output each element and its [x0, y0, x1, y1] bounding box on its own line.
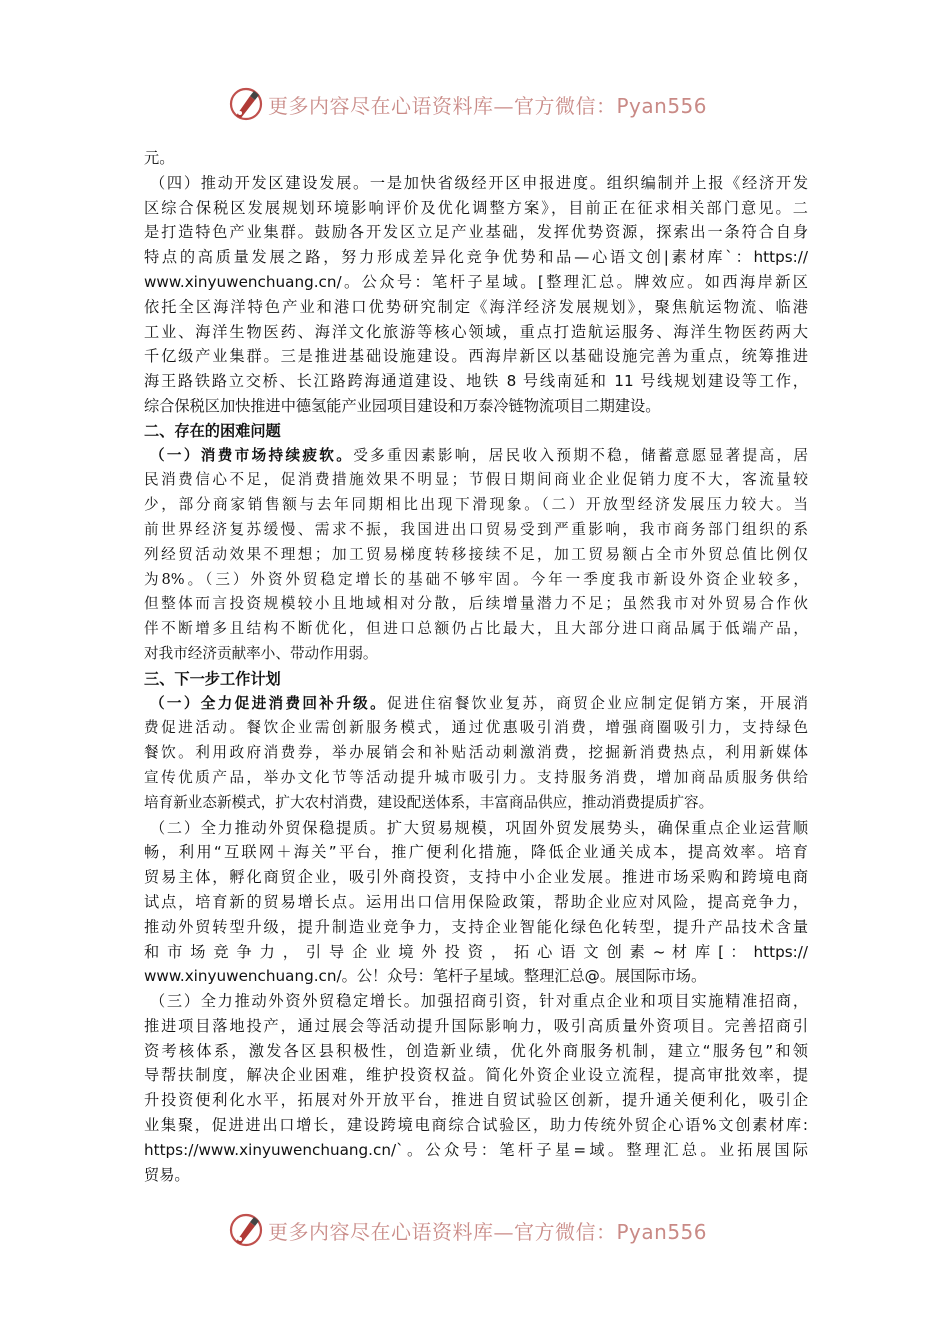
text-line: 海王路铁路立交桥、长江路跨海通道建设、地铁 8 号线南延和 11 号线规划建设等工作， [144, 372, 808, 391]
text-line: 区综合保税区发展规划环境影响评价及优化调整方案》，目前正在征求相关部门意见。二 [144, 198, 808, 217]
text-line: https://www.xinyuwenchuang.cn/`。公众号：笔杆子星=域。整理汇总。业拓展国际 [144, 1140, 808, 1159]
line-rest: 促进住宿餐饮业复苏，商贸企业应制定促销方案，开展消 [387, 694, 808, 712]
text-line: 元。 [144, 149, 175, 167]
text-line: 少，部分商家销售额与去年同期相比出现下滑现象。（二）开放型经济发展压力较大。当 [144, 496, 808, 514]
text-line: 升投资便利化水平，拓展对外开放平台，推进自贸试验区创新，提升通关便利化，吸引企 [144, 1091, 808, 1110]
text-line: （三）全力推动外资外贸稳定增长。加强招商引资，针对重点企业和项目实施精准招商， [150, 992, 808, 1011]
text-line: 畅，利用“互联网＋海关”平台，推广便利化措施，降低企业通关成本，提高效率。培育 [144, 843, 808, 862]
pen-logo-icon [228, 86, 264, 122]
text-line: 综合保税区加快推进中德氢能产业园项目建设和万泰冷链物流项目二期建设。 [144, 396, 661, 415]
bold-lead: （一）消费市场持续疲软。 [150, 446, 354, 464]
text-line: 推动外贸转型升级，提升制造业竞争力，支持企业智能化绿色化转型，提升产品技术含量 [144, 917, 808, 936]
banner-account: Pyan556 [616, 93, 708, 118]
banner-text: 更多内容尽在心语资料库—官方微信：Pyan556 [268, 1219, 708, 1244]
text-line: 贸易。 [144, 1165, 190, 1184]
text-line: 依托全区海洋特色产业和港口优势研究制定《海洋经济发展规划》，聚焦航运物流、临港 [144, 297, 808, 316]
text-line: 但整体而言投资规模较小且地域相对分散，后续增量潜力不足；虽然我市对外贸易合作伙 [144, 595, 808, 613]
text-line: （四）推动开发区建设发展。一是加快省级经开区申报进度。组织编制并上报《经济开发 [150, 173, 808, 192]
text-line: 导帮扶制度，解决企业困难，维护投资权益。简化外资企业设立流程，提高审批效率，提 [144, 1066, 808, 1085]
text-line [144, 444, 808, 469]
footer-watermark-banner [0, 1208, 950, 1252]
text-line: 对我市经济贡献率小、带动作用弱。 [144, 644, 378, 662]
text-line: 民消费信心不足，促消费措施效果不明显；节假日期间商业企业促销力度不大，客流量较 [144, 471, 808, 489]
text-line: 资考核体系，激发各区县积极性，创造新业绩，优化外商服务机制，建立“服务包”和领 [144, 1041, 808, 1060]
text-line: www.xinyuwenchuang.cn/。公！众号：笔杆子星域。整理汇总@。展国际市场。 [144, 967, 707, 986]
text-line: 是打造特色产业集群。鼓励各开发区立足产业基础，发挥优势资源，探索出一条符合自身 [144, 223, 808, 242]
text-line: www.xinyuwenchuang.cn/。公众号：笔杆子星域。[整理汇总。牌效应。如西海岸新区 [144, 272, 808, 291]
text-line: 和 市 场 竞 争 力 ， 引 导 企 业 境 外 投 资 ， 拓 心 语 文 创 素 ~ 材 库 [ ： https:// [144, 942, 808, 961]
text-line: 列经贸活动效果不理想；加工贸易梯度转移接续不足，加工贸易额占全市外贸总值比例仅 [144, 545, 808, 563]
text-line: 试点，培育新的贸易增长点。运用出口信用保险政策，帮助企业应对风险，提高竞争力， [144, 892, 808, 911]
text-line: 伴不断增多且结构不断优化，但进口总额仍占比最大，且大部分进口商品属于低端产品， [144, 620, 808, 638]
text-line: 二、存在的困难问题 [144, 421, 281, 440]
text-line: 业集聚，促进进出口增长，建设跨境电商综合试验区，助力传统外贸企心语%文创素材库: [144, 1116, 808, 1135]
text-line: 推进项目落地投产，通过展会等活动提升国际影响力，吸引高质量外资项目。完善招商引 [144, 1016, 808, 1035]
text-line: 宣传优质产品，举办文化节等活动提升城市吸引力。支持服务消费，增加商品质服务供给 [144, 768, 808, 786]
text-line: （二）全力推动外贸保稳提质。扩大贸易规模，巩固外贸发展势头，确保重点企业运营顺 [150, 818, 808, 837]
text-line: 培育新业态新模式，扩大农村消费，建设配送体系，丰富商品供应，推动消费提质扩容。 [144, 793, 714, 811]
text-line: 餐饮。利用政府消费券，举办展销会和补贴活动刺激消费，挖掘新消费热点，利用新媒体 [144, 744, 808, 762]
header-watermark-banner [0, 82, 950, 126]
text-line: 前世界经济复苏缓慢、需求不振，我国进出口贸易受到严重影响，我市商务部门组织的系 [144, 520, 808, 538]
text-line [144, 692, 808, 717]
banner-text: 更多内容尽在心语资料库—官方微信：Pyan556 [268, 93, 708, 118]
text-line: 特点的高质量发展之路，努力形成差异化竞争优势和品—心语文创|素材库`：https:// [144, 248, 808, 267]
bold-lead: （一）全力促进消费回补升级。 [150, 694, 388, 712]
line-rest: 受多重因素影响，居民收入预期不稳，储蓄意愿显著提高，居 [353, 446, 808, 464]
text-line: 三、下一步工作计划 [144, 669, 281, 688]
text-line: 贸易主体，孵化商贸企业，吸引外商投资，支持中小企业发展。推进市场采购和跨境电商 [144, 868, 808, 887]
text-line: 费促进活动。餐饮企业需创新服务模式，通过优惠吸引消费，增强商圈吸引力，支持绿色 [144, 719, 808, 737]
text-line: 千亿级产业集群。三是推进基础设施建设。西海岸新区以基础设施完善为重点，统筹推进 [144, 347, 808, 366]
text-line: 为8%。（三）外资外贸稳定增长的基础不够牢固。今年一季度我市新设外资企业较多， [144, 570, 808, 588]
banner-account: Pyan556 [616, 1219, 708, 1244]
document-body [144, 146, 808, 1187]
text-line: 工业、海洋生物医药、海洋文化旅游等核心领域，重点打造航运服务、海洋生物医药两大 [144, 322, 808, 341]
pen-logo-icon [228, 1212, 264, 1248]
